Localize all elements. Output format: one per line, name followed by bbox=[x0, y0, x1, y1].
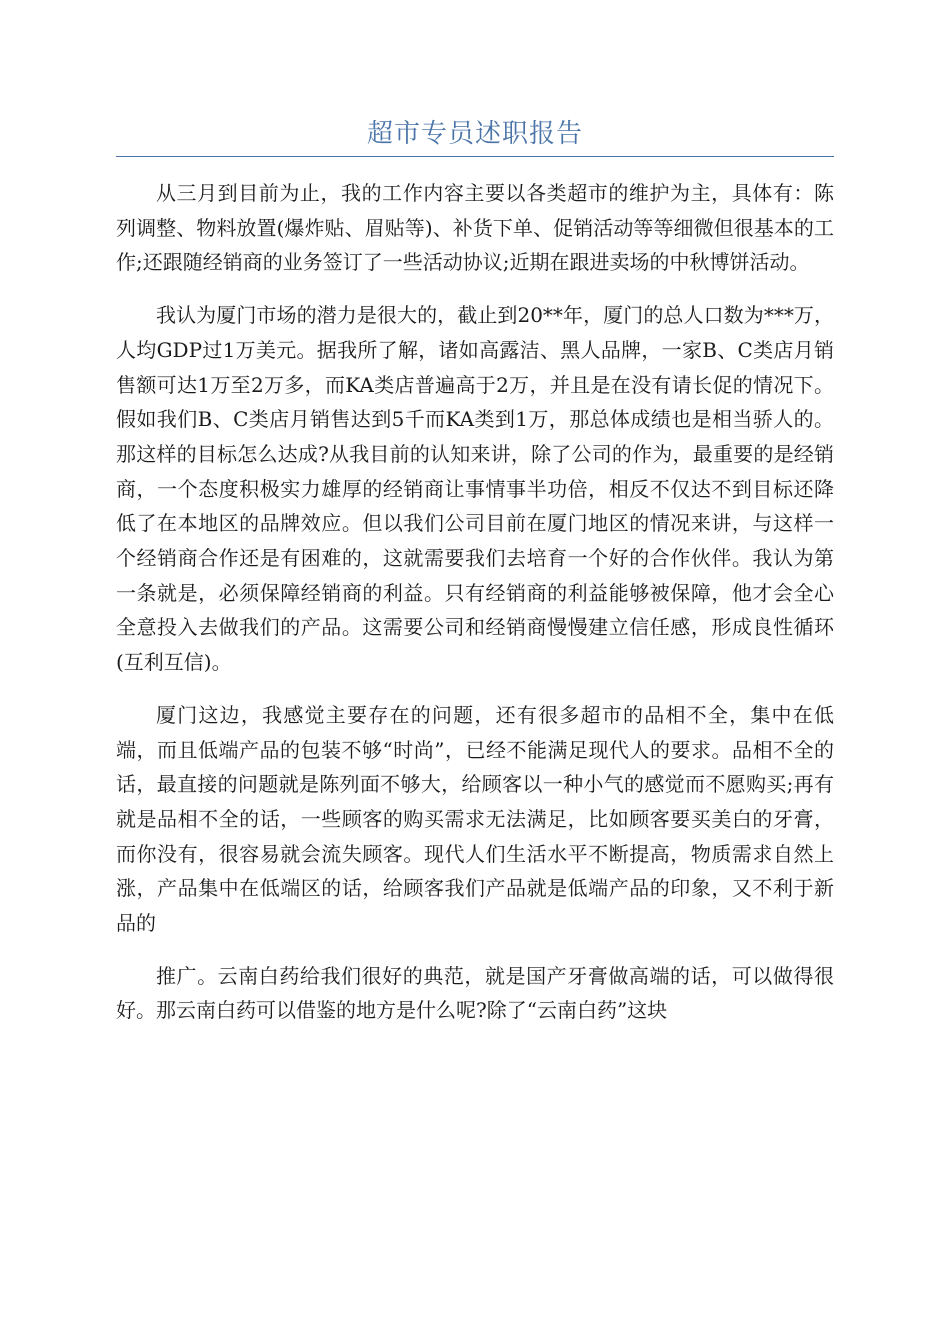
document-body bbox=[116, 176, 834, 1046]
paragraph-2: 我认为厦门市场的潜力是很大的，截止到20**年，厦门的总人口数为***万，人均GDP过1万美元。据我所了解，诸如高露洁、黑人品牌，一家B、C类店月销售额可达1万至2万多，而KA类店普遍高于2万，并且是在没有请长促的情况下。假如我们B、C类店月销售达到5千而KA类到1万，那总体成绩也是相当骄人的。那这样的目标怎么达成?从我目前的认知来讲，除了公司的作为，最重要的是经销商，一个态度积极实力雄厚的经销商让事情事半功倍，相反不仅达不到目标还降低了在本地区的品牌效应。但以我们公司目前在厦门地区的情况来讲，与这样一个经销商合作还是有困难的，这就需要我们去培育一个好的合作伙伴。我认为第一条就是，必须保障经销商的利益。只有经销商的利益能够被保障，他才会全心全意投入去做我们的产品。这需要公司和经销商慢慢建立信任感，形成良性循环(互利互信)。 bbox=[116, 303, 834, 675]
paragraph-4: 推广。云南白药给我们很好的典范，就是国产牙膏做高端的话，可以做得很好。那云南白药可以借鉴的地方是什么呢?除了“云南白药”这块 bbox=[116, 963, 834, 1023]
title-block bbox=[116, 112, 834, 157]
paragraph-1: 从三月到目前为止，我的工作内容主要以各类超市的维护为主，具体有：陈列调整、物料放置(爆炸贴、眉贴等)、补货下单、促销活动等等细微但很基本的工作;还跟随经销商的业务签订了一些活动协议;近期在跟进卖场的中秋博饼活动。 bbox=[116, 181, 834, 275]
document-title: 超市专员述职报告 bbox=[366, 119, 583, 149]
paragraph-3: 厦门这边，我感觉主要存在的问题，还有很多超市的品相不全，集中在低端，而且低端产品的包装不够“时尚”，已经不能满足现代人的要求。品相不全的话，最直接的问题就是陈列面不够大，给顾客以一种小气的感觉而不愿购买;再有就是品相不全的话，一些顾客的购买需求无法满足，比如顾客要买美白的牙膏，而你没有，很容易就会流失顾客。现代人们生活水平不断提高，物质需求自然上涨，产品集中在低端区的话，给顾客我们产品就是低端产品的印象，又不利于新品的 bbox=[116, 702, 834, 936]
